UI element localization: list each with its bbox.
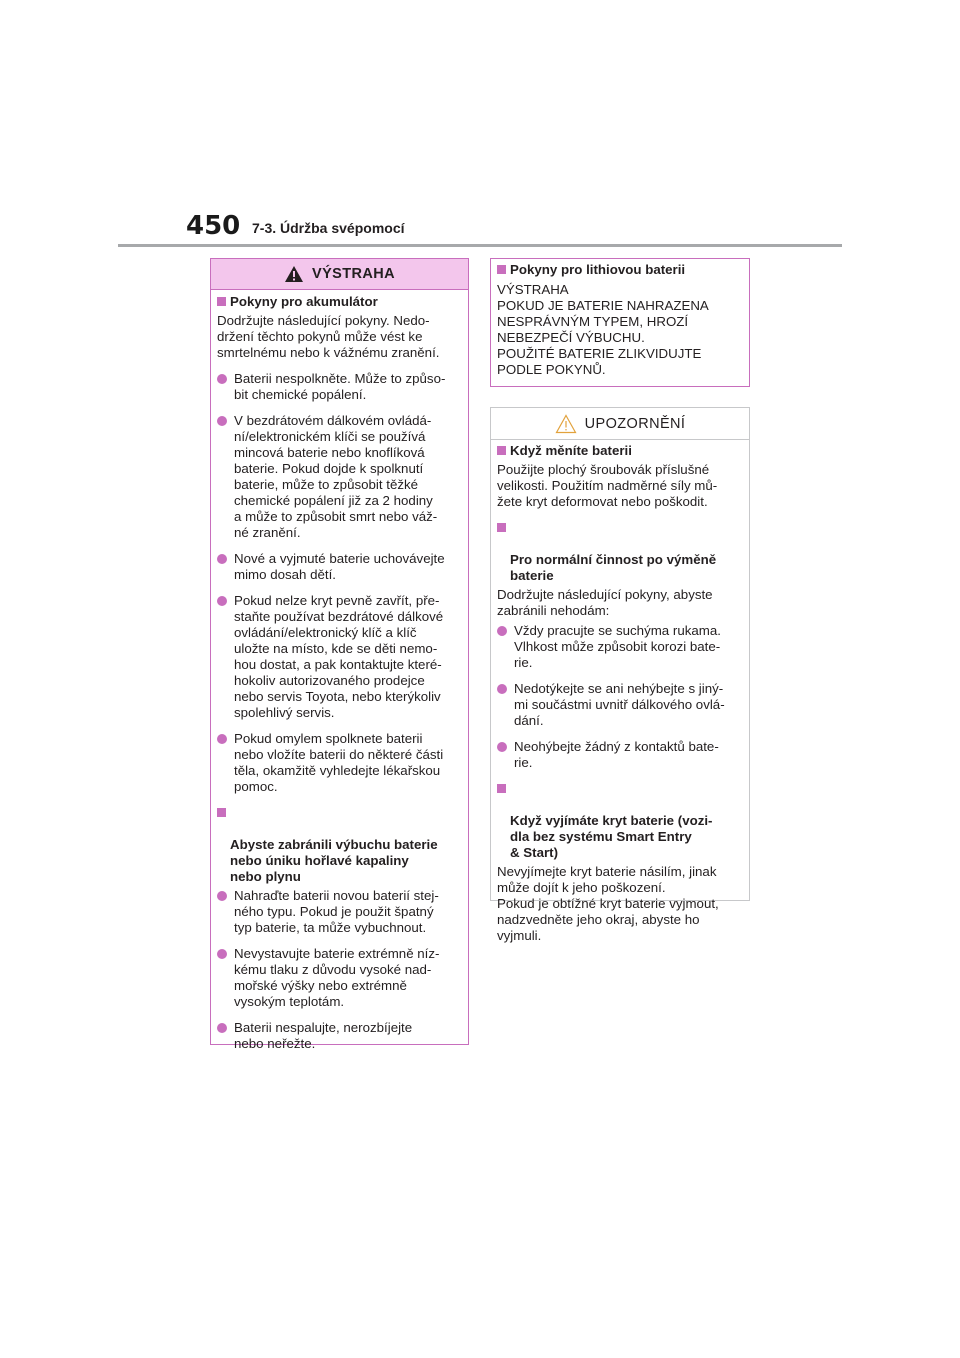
paragraph: Použijte plochý šroubovák příslušné velikosti. Použitím nadměrné síly mů- žete kryt deformovat nebo poškodit. bbox=[497, 462, 718, 509]
warning-box-header bbox=[211, 259, 468, 290]
warning-box-title: VÝSTRAHA bbox=[312, 266, 395, 282]
paragraph: VÝSTRAHA POKUD JE BATERIE NAHRAZENA NESPRÁVNÝM TYPEM, HROZÍ NEBEZPEČÍ VÝBUCHU. POUŽITÉ BATERIE ZLIKVIDUJTE PODLE POKYNŮ. bbox=[497, 282, 709, 377]
header-rule bbox=[118, 244, 842, 247]
bullet-dot-icon bbox=[497, 742, 507, 752]
bullet-dot-icon bbox=[217, 554, 227, 564]
square-bullet-icon bbox=[497, 784, 506, 793]
bullet-dot-icon bbox=[497, 684, 507, 694]
notice-box-body bbox=[491, 440, 749, 944]
square-bullet-icon bbox=[217, 297, 226, 306]
lithium-battery-box bbox=[490, 258, 750, 387]
warning-triangle-icon bbox=[284, 265, 304, 283]
square-bullet-icon bbox=[217, 808, 226, 817]
page-number: 450 bbox=[186, 211, 241, 241]
paragraph: Dodržujte následující pokyny. Nedo- držení těchto pokynů může vést ke smrtelnému nebo k vážnému zranění. bbox=[217, 313, 440, 360]
notice-box bbox=[490, 407, 750, 943]
warning-box-body bbox=[211, 290, 468, 1052]
list-item: Nedotýkejte se ani nehýbejte s jiný- mi součástmi uvnitř dálkového ovlá- dání. bbox=[497, 681, 743, 729]
warning-box bbox=[210, 258, 469, 1051]
list-item: Baterii nespalujte, nerozbíjejte nebo neřežte. bbox=[217, 1020, 462, 1052]
bullet-dot-icon bbox=[217, 374, 227, 384]
square-bullet-icon bbox=[497, 446, 506, 455]
list-item: Nevystavujte baterie extrémně níz- kému tlaku z důvodu vysoké nad- mořské výšky nebo extrémně vysokým teplotám. bbox=[217, 946, 462, 1010]
square-bullet-icon bbox=[497, 523, 506, 532]
section-heading: Když vyjímáte kryt baterie (vozi- dla bez systému Smart Entry & Start) bbox=[497, 781, 743, 861]
bullet-dot-icon bbox=[217, 596, 227, 606]
lithium-box-body bbox=[491, 259, 749, 378]
list-item: Nahraďte baterii novou baterií stej- ného typu. Pokud je použit špatný typ baterie, ta může vybuchnout. bbox=[217, 888, 462, 936]
notice-box-header bbox=[491, 408, 749, 440]
bullet-dot-icon bbox=[217, 891, 227, 901]
section-title: 7-3. Údržba svépomocí bbox=[252, 220, 405, 236]
section-heading: Pro normální činnost po výměně baterie bbox=[497, 520, 743, 584]
caution-triangle-icon bbox=[555, 414, 577, 434]
bullet-dot-icon bbox=[217, 949, 227, 959]
list-item: Vždy pracujte se suchýma rukama. Vlhkost může způsobit korozi bate- rie. bbox=[497, 623, 743, 671]
square-bullet-icon bbox=[497, 265, 506, 274]
section-heading: Pokyny pro lithiovou baterii bbox=[497, 262, 743, 278]
list-item: Pokud nelze kryt pevně zavřít, pře- staňte používat bezdrátové dálkové ovládání/elektronický klíč a klíč uložte na místo, kde se děti nemo- hou dostat, a pak kontaktujte které- hokoliv autorizovaného prodejce nebo servis Toyota, nebo kterýkoliv spolehlivý servis. bbox=[217, 593, 462, 721]
paragraph: Dodržujte následující pokyny, abyste zabránili nehodám: bbox=[497, 587, 713, 618]
notice-box-title: UPOZORNĚNÍ bbox=[584, 415, 686, 432]
list-item: V bezdrátovém dálkovém ovládá- ní/elektronickém klíči se používá mincová baterie nebo knoflíková baterie. Pokud dojde k spolknutí baterie, může to způsobit těžké chemické popálení již za 2 hodiny a může to způsobit smrt nebo váž- né zranění. bbox=[217, 413, 462, 541]
section-heading: Abyste zabránili výbuchu baterie nebo úniku hořlavé kapaliny nebo plynu bbox=[217, 805, 462, 885]
list-item: Pokud omylem spolknete baterii nebo vložíte baterii do některé části těla, okamžitě vyhledejte lékařskou pomoc. bbox=[217, 731, 462, 795]
section-heading: Pokyny pro akumulátor bbox=[217, 294, 462, 310]
bullet-dot-icon bbox=[497, 626, 507, 636]
section-heading: Když měníte baterii bbox=[497, 443, 743, 459]
bullet-dot-icon bbox=[217, 734, 227, 744]
list-item: Baterii nespolkněte. Může to způso- bit chemické popálení. bbox=[217, 371, 462, 403]
bullet-dot-icon bbox=[217, 416, 227, 426]
paragraph: Nevyjímejte kryt baterie násilím, jinak může dojít k jeho poškození. Pokud je obtížné kryt baterie vyjmout, nadzvedněte jeho okraj, abyste ho vyjmuli. bbox=[497, 864, 719, 943]
list-item: Nové a vyjmuté baterie uchovávejte mimo dosah dětí. bbox=[217, 551, 462, 583]
list-item: Neohýbejte žádný z kontaktů bate- rie. bbox=[497, 739, 743, 771]
bullet-dot-icon bbox=[217, 1023, 227, 1033]
